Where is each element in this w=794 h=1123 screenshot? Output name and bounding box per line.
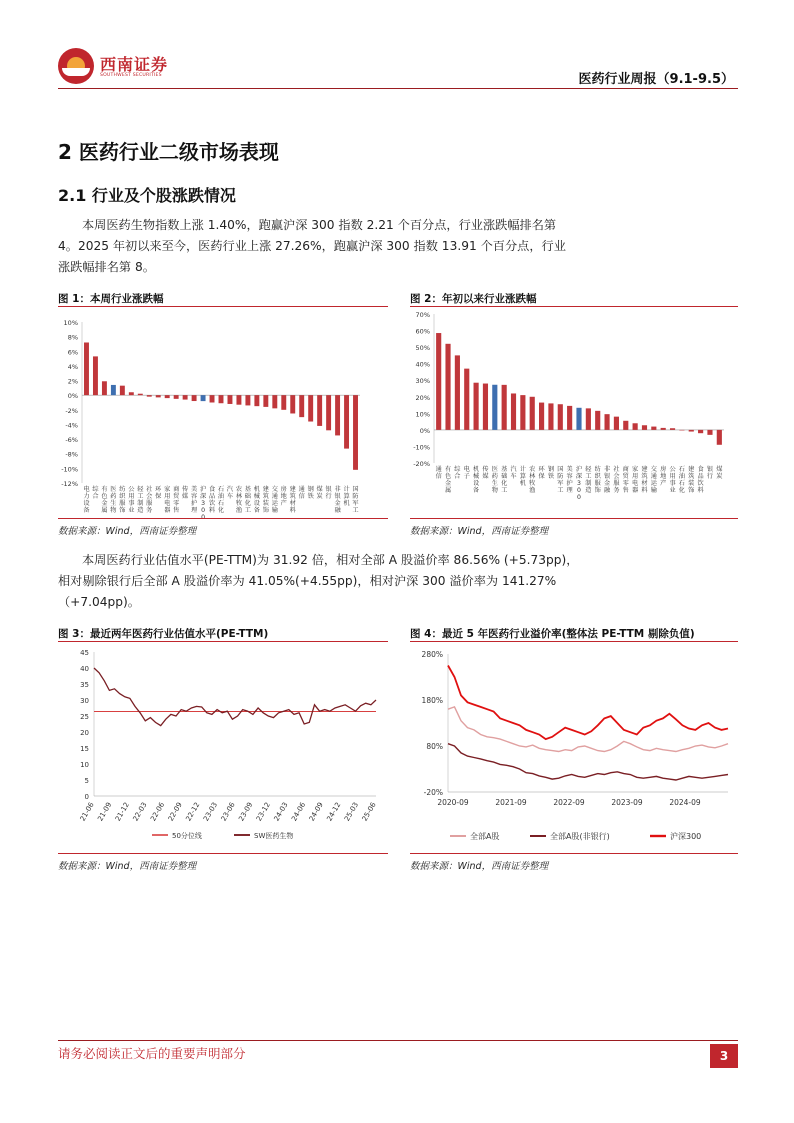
y-tick-label: 60% [415,327,430,336]
x-tick-label: 医药生物 [491,466,498,494]
x-tick-label: 沪深 3 0 0 [575,466,583,501]
bar [326,395,331,430]
bar [530,397,535,430]
series-line [94,668,376,726]
paragraph-1-line-3: 涨跌幅排名第 8。 [58,260,155,274]
bar [464,369,469,430]
x-tick-label: 食品饮料 [208,486,216,514]
x-tick-label: 房地产 [660,466,667,487]
bar [102,381,107,395]
x-tick-label: 23-06 [219,801,237,823]
y-tick-label: -10% [413,443,430,452]
bar [138,394,143,395]
series-line [448,666,728,740]
x-tick-label: 煤炭 [716,466,723,480]
x-tick-label: 房地产 [280,486,287,507]
x-tick-label: 沪深 3 0 [199,486,207,514]
figure-3-source: 数据来源：Wind，西南证券整理 [58,861,197,872]
x-tick-label: 非银金融 [603,466,611,494]
section-heading: 2 医药行业二级市场表现 [58,140,279,164]
x-tick-label: 环保 [155,486,162,500]
x-tick-label: 农林牧渔 [235,486,243,514]
bar [129,392,134,395]
x-tick-label: 纺织服饰 [594,466,601,494]
x-tick-label: 银行 [706,466,714,480]
bar [228,395,233,404]
x-tick-label: 石油石化 [217,486,225,514]
x-tick-label: 22-09 [166,801,184,823]
x-tick-label: 社会服务 [613,466,620,494]
x-tick-label: 农林牧渔 [529,466,536,494]
x-tick-label: 食品饮料 [697,466,704,494]
figure-4-top-rule [410,641,738,642]
x-tick-label: 基础化工 [244,486,251,514]
x-tick-label: 家用电器 [164,486,171,514]
figure-2-chart [410,308,738,516]
x-tick-label: 传媒 [482,466,489,480]
paragraph-2-line-1: 本周医药行业估值水平(PE-TTM)为 31.92 倍，相对全部 A 股溢价率 86.56% (+5.73pp)， [82,553,579,567]
x-tick-label: 23-12 [254,801,272,823]
x-tick-label: 2022-09 [553,798,585,807]
legend-label: 50分位线 [172,832,202,840]
x-tick-label: 23-03 [202,801,220,823]
bar [147,395,152,396]
bar [436,333,441,430]
paragraph-2-line-3: （+7.04pp)。 [58,595,140,609]
x-tick-label: 24-09 [307,801,325,823]
logo-mark-icon [58,48,94,84]
x-tick-label: 23-09 [237,801,255,823]
x-tick-label: 家用电器 [632,466,639,494]
bar [84,342,89,395]
y-tick-label: 0% [67,392,78,401]
x-tick-label: 22-06 [149,801,167,823]
x-tick-label: 通信 [298,486,305,500]
y-tick-label: -8% [65,450,78,459]
x-tick-label: 社会服务 [146,486,153,514]
x-tick-label: 环保 [538,466,545,480]
y-tick-label: 20 [80,729,89,737]
x-tick-label: 轻工制造 [137,486,144,514]
bar [483,384,488,430]
bar [474,383,479,430]
bar [254,395,259,406]
y-tick-label: 10 [80,761,89,769]
x-tick-label: 建筑材料 [641,466,648,494]
bar [670,428,675,430]
bar [455,355,460,430]
x-tick-label: 有色金属 [444,466,452,494]
bar [183,395,188,399]
y-tick-label: -12% [61,480,78,488]
x-tick-label: 美容护理 [191,486,198,514]
x-tick-label: 综合 [92,486,99,500]
subsection-heading: 2.1 行业及个股涨跌情况 [58,186,236,205]
bar [290,395,295,413]
y-tick-label: 4% [67,362,78,371]
bar [576,408,581,430]
y-tick-label: 40% [415,360,430,369]
x-tick-label: 国防军工 [557,466,564,494]
figure-4-title: 图 4：最近 5 年医药行业溢价率(整体法 PE-TTM 剔除负值) [410,628,695,640]
logo-en: SOUTHWEST SECURITIES [100,73,162,78]
bar [156,395,161,397]
figure-3-chart [58,644,388,852]
bar [219,395,224,403]
x-tick-label: 21-12 [113,801,131,823]
bar [245,395,250,405]
figure-1-source: 数据来源：Wind，西南证券整理 [58,526,197,537]
bar [548,403,553,429]
bar [595,411,600,430]
x-tick-label: 美容护理 [566,466,573,494]
x-tick-label: 交通运输 [271,486,278,514]
x-tick-label: 2024-09 [669,798,701,807]
x-tick-label: 24-03 [272,801,290,823]
x-tick-label: 国防军工 [352,486,359,514]
bar [93,356,98,395]
bar [586,408,591,430]
x-tick-label: 交通运输 [650,466,657,494]
bar [353,395,358,470]
x-tick-label: 2023-09 [611,798,643,807]
x-tick-label: 25-03 [343,801,361,823]
x-tick-label: 公用事业 [669,466,676,494]
legend-label: SW医药生物 [254,832,294,840]
legend-label: 全部A股 [470,832,500,841]
footer-rule [58,1040,738,1041]
x-tick-label: 汽车 [510,466,517,480]
bar [689,430,694,432]
x-tick-label: 汽车 [226,486,234,500]
figure-1-chart [58,308,388,516]
legend-label: 沪深300 [670,832,702,841]
bar [236,395,241,405]
x-tick-label: 传媒 [182,486,189,500]
x-tick-label: 建筑装饰 [262,486,269,514]
y-tick-label: 0% [419,426,430,435]
bar [717,430,722,445]
y-tick-label: -20% [423,788,443,797]
y-tick-label: 50% [415,344,430,353]
x-tick-label: 轻工制造 [585,466,592,494]
x-tick-label: 公用事业 [128,486,135,514]
x-tick-label: 钢铁 [307,486,314,500]
bar [698,430,703,433]
y-tick-label: 15 [80,745,89,753]
report-title: 医药行业周报（9.1-9.5） [578,72,734,87]
x-tick-label: 有色金属 [101,486,108,514]
bar [308,395,313,421]
bar [633,423,638,430]
bar [210,395,215,402]
y-tick-label: 20% [415,393,430,402]
y-tick-label: 35 [80,681,89,689]
bar [192,395,197,401]
paragraph-1 [58,215,738,278]
y-tick-label: -10% [61,465,78,474]
x-tick-label: 21-06 [78,801,96,823]
bar [111,385,116,395]
figure-2-source: 数据来源：Wind，西南证券整理 [410,526,549,537]
x-tick-label: 医药生物 [110,486,117,514]
x-tick-label: 机械设备 [473,466,480,494]
figure-3-top-rule [58,641,388,642]
bar [120,386,125,396]
bar [651,427,656,430]
logo-name: 西南证券 [100,55,169,74]
x-tick-label: 钢铁 [547,466,555,480]
y-tick-label: 10% [63,319,78,327]
figure-4-bottom-rule [410,853,738,854]
x-tick-label: 建筑装饰 [688,466,695,494]
bar [174,395,179,399]
bar [623,421,628,430]
bar [614,417,619,430]
y-tick-label: 25 [80,713,89,721]
x-tick-label: 24-12 [325,801,343,823]
y-tick-label: -20% [413,460,430,468]
bar [604,414,609,430]
bar [165,395,170,398]
logo [58,48,178,84]
x-tick-label: 电子 [463,466,470,480]
y-tick-label: 8% [67,333,78,342]
x-tick-label: 24-06 [290,801,308,823]
y-tick-label: 5 [84,777,89,785]
x-tick-label: 2020-09 [437,798,469,807]
y-tick-label: 280% [421,650,443,659]
bar [344,395,349,448]
bar [511,393,516,429]
figure-3-title: 图 3：最近两年医药行业估值水平(PE-TTM) [58,628,269,640]
figure-2-top-rule [410,306,738,307]
x-tick-label: 22-03 [131,801,149,823]
y-tick-label: 70% [415,311,430,319]
x-tick-label: 纺织服饰 [119,486,126,514]
bar [263,395,268,407]
figure-1-bottom-rule [58,518,388,519]
bar [520,395,525,430]
figure-2-bottom-rule [410,518,738,519]
bar [299,395,304,417]
paragraph-1-line-2: 4。2025 年初以来至今，医药行业上涨 27.26%，跑赢沪深 300 指数 13.91 个百分点，行业 [58,239,566,253]
bar [679,430,684,431]
figure-1-title: 图 1：本周行业涨跌幅 [58,293,164,305]
bar [281,395,286,410]
paragraph-2-line-2: 相对剔除银行后全部 A 股溢价率为 41.05%(+4.55pp)，相对沪深 300 溢价率为 141.27% [58,574,557,588]
y-tick-label: -4% [65,421,78,430]
x-tick-label: 非银金融 [334,486,341,514]
x-tick-label: 综合 [454,466,461,480]
legend-label: 全部A股(非银行) [550,832,610,841]
x-tick-label: 25-06 [360,801,378,823]
y-tick-label: 40 [80,665,89,673]
y-tick-label: 45 [80,649,89,657]
figure-2-title: 图 2：年初以来行业涨跌幅 [410,293,537,305]
x-tick-label: 计算机 [343,486,350,507]
bar [642,425,647,430]
y-tick-label: 80% [426,742,443,751]
x-tick-label: 商贸零售 [173,486,180,514]
x-tick-label: 2021-09 [495,798,527,807]
bar [335,395,340,435]
bar [558,404,563,430]
bar [502,385,507,430]
figure-4-source: 数据来源：Wind，西南证券整理 [410,861,549,872]
bar [445,344,450,430]
y-tick-label: 180% [421,696,443,705]
x-tick-label: 建筑材料 [289,486,296,514]
header-rule [58,88,738,89]
figure-3-bottom-rule [58,853,388,854]
x-tick-label: 商贸零售 [622,466,629,494]
y-tick-label: 2% [67,377,78,386]
bar [661,428,666,430]
y-tick-label: -2% [65,406,78,415]
x-tick-label: 石油石化 [678,466,685,494]
footer-disclaimer: 请务必阅读正文后的重要声明部分 [58,1046,246,1061]
bar [567,406,572,430]
x-tick-label: 21-09 [96,801,114,823]
bar [317,395,322,426]
y-tick-label: 30 [80,697,89,705]
bar [492,385,497,430]
x-tick-label: 22-12 [184,801,202,823]
x-tick-label: 计算机 [519,466,526,487]
paragraph-1-line-1: 本周医药生物指数上涨 1.40%，跑赢沪深 300 指数 2.21 个百分点，行业涨跌幅排名第 [82,218,557,232]
figure-4-chart [410,644,738,852]
x-tick-label: 通信 [435,466,442,480]
y-tick-label: 0 [84,793,89,801]
bar [539,403,544,430]
x-tick-label: 基础化工 [501,466,508,494]
bar [707,430,712,435]
y-tick-label: -6% [65,436,78,445]
page-number: 3 [710,1044,738,1068]
bar [272,395,277,408]
x-tick-label: 银行 [325,486,332,500]
series-line [448,707,728,752]
figure-1-top-rule [58,306,388,307]
x-tick-label: 电力设备 [83,486,90,514]
x-tick-label: 机械设备 [253,486,260,514]
paragraph-2 [58,550,738,613]
bar [201,395,206,401]
y-tick-label: 30% [415,377,430,386]
y-tick-label: 6% [67,348,78,357]
y-tick-label: 10% [415,410,430,419]
x-tick-label: 煤炭 [316,486,323,500]
